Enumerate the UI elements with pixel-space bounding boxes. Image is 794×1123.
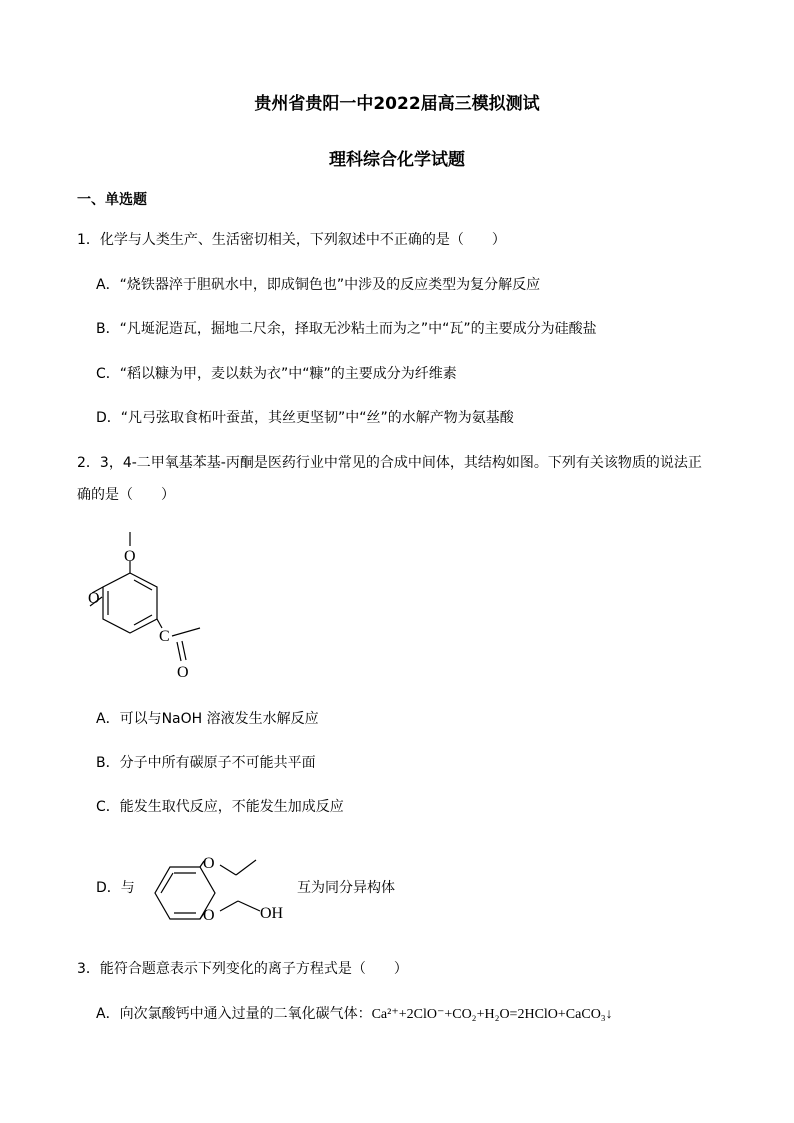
- isomer-label-o-lower: O: [203, 907, 215, 924]
- structure-label-o-left: O: [88, 590, 100, 607]
- question-3-stem: 3．能符合题意表示下列变化的离子方程式是（ ）: [77, 961, 408, 977]
- structure-label-c-chain: C: [159, 628, 170, 645]
- question-1-stem: 1．化学与人类生产、生活密切相关，下列叙述中不正确的是（ ）: [77, 232, 506, 248]
- molecule-structure-diagram: [90, 525, 220, 685]
- question-2-option-d-suffix: 互为同分异构体: [297, 880, 395, 896]
- structure-label-o-top: O: [124, 548, 136, 565]
- question-2-option-b: B．分子中所有碳原子不可能共平面: [96, 755, 316, 771]
- question-3-option-a: [96, 1003, 613, 1023]
- isomer-label-oh: OH: [260, 905, 284, 922]
- question-1-option-d: D．“凡弓弦取食柘叶蚕茧，其丝更坚韧”中“丝”的水解产物为氨基酸: [96, 410, 514, 426]
- question-2-option-c: C．能发生取代反应，不能发生加成反应: [96, 799, 344, 815]
- question-2-stem-line1: 2．3，4-二甲氧基苯基-丙酮是医药行业中常见的合成中间体，其结构如图。下列有关该物质的说法正: [77, 455, 702, 471]
- question-2-stem-line2: 确的是（ ）: [77, 487, 175, 503]
- isomer-structure-diagram: [140, 845, 300, 925]
- question-1-option-c: C．“稻以糠为甲，麦以麸为衣”中“糠”的主要成分为纤维素: [96, 366, 457, 382]
- question-2-option-d-prefix: D．与: [96, 880, 135, 896]
- question-2-option-a: A．可以与NaOH 溶液发生水解反应: [96, 711, 319, 727]
- question-1-option-a: A．“烧铁器淬于胆矾水中，即成铜色也”中涉及的反应类型为复分解反应: [96, 277, 541, 293]
- question-3-option-a-equation: Ca²⁺+2ClO⁻+CO₂+H₂O=2HClO+CaCO₃↓: [371, 1007, 613, 1022]
- question-3-option-a-text: A．向次氯酸钙中通入过量的二氧化碳气体：: [96, 1006, 372, 1022]
- structure-label-o-ketone: O: [177, 664, 189, 681]
- page-title: 贵州省贵阳一中2022届高三模拟测试: [254, 94, 540, 114]
- section-heading: 一、单选题: [77, 192, 147, 208]
- question-1-option-b: B．“凡埏泥造瓦，掘地二尺余，择取无沙粘土而为之”中“瓦”的主要成分为硅酸盐: [96, 321, 597, 337]
- isomer-label-o-upper: O: [203, 855, 215, 872]
- page-subtitle: 理科综合化学试题: [329, 150, 465, 170]
